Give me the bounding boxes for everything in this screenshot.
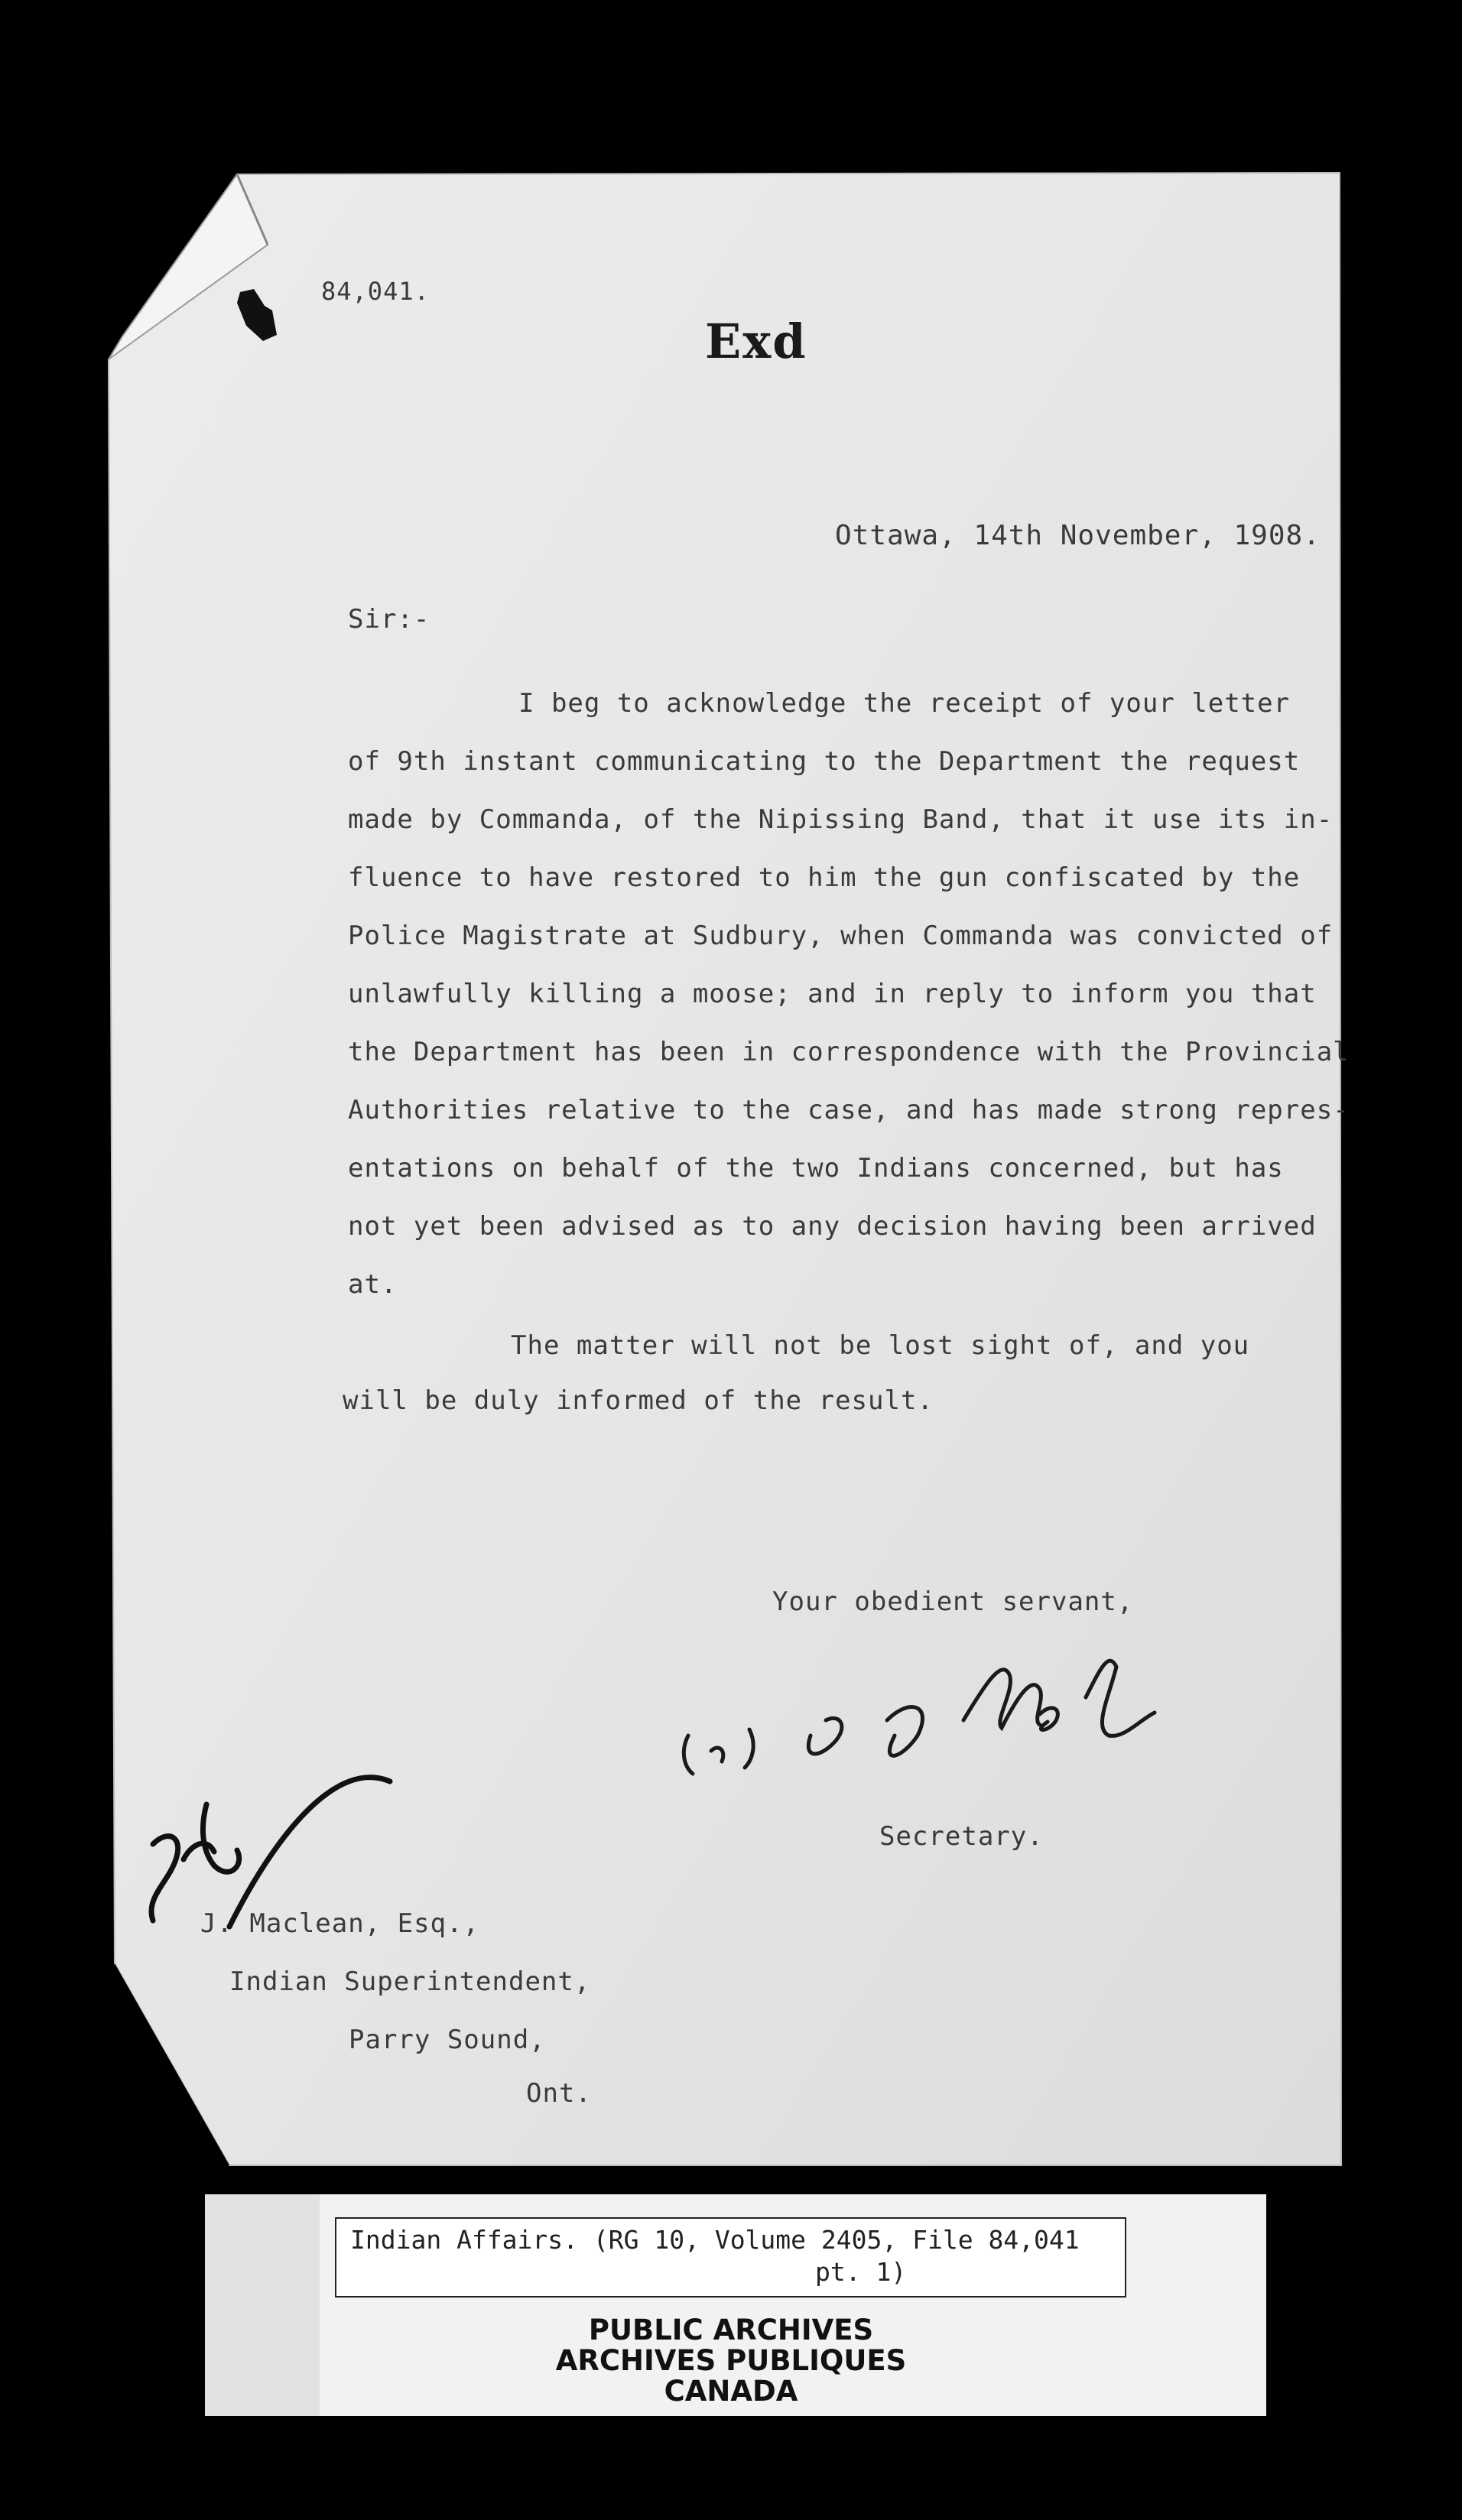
body-line-4: fluence to have restored to him the gun confiscated by the (348, 862, 1301, 893)
salutation: Sir:- (348, 604, 430, 635)
address-line-4: Ont. (526, 2078, 592, 2109)
body-line-6: unlawfully killing a moose; and in reply to inform you that (348, 979, 1317, 1009)
body-line-10: not yet been advised as to any decision having been arrived (348, 1211, 1317, 1242)
body-line-12: The matter will not be lost sight of, and you (511, 1330, 1250, 1361)
body-line-8: Authorities relative to the case, and has made strong repres- (348, 1095, 1350, 1125)
body-line-1: I beg to acknowledge the receipt of your letter (518, 688, 1291, 719)
body-line-11: at. (348, 1269, 398, 1300)
address-line-1: J. Maclean, Esq., (200, 1908, 479, 1939)
address-line-2: Indian Superintendent, (229, 1966, 591, 1997)
body-line-13: will be duly informed of the result. (343, 1385, 934, 1416)
public-archives-stamp (0, 2315, 1462, 2407)
archive-reference-label (335, 2217, 1126, 2298)
exd-stamp: Exd (705, 313, 807, 369)
archive-reference-line-2: pt. 1) (815, 2257, 907, 2287)
archives-line-1: PUBLIC ARCHIVES (588, 2314, 874, 2346)
closing: Your obedient servant, (772, 1586, 1134, 1617)
body-line-7: the Department has been in correspondence with the Provincial (348, 1037, 1350, 1067)
body-line-9: entations on behalf of the two Indians concerned, but has (348, 1153, 1284, 1184)
archive-reference-line-1: Indian Affairs. (RG 10, Volume 2405, File 84,041 (350, 2225, 1080, 2255)
body-line-5: Police Magistrate at Sudbury, when Commanda was convicted of (348, 921, 1334, 951)
body-line-2: of 9th instant communicating to the Department the request (348, 746, 1301, 777)
signature-title: Secretary. (879, 1821, 1044, 1852)
body-line-3: made by Commanda, of the Nipissing Band, that it use its in- (348, 804, 1334, 835)
dateline: Ottawa, 14th November, 1908. (835, 520, 1321, 551)
archives-line-3: CANADA (664, 2375, 798, 2408)
archives-line-2: ARCHIVES PUBLIQUES (555, 2344, 907, 2377)
address-line-3: Parry Sound, (349, 2025, 546, 2055)
file-number: 84,041. (321, 277, 430, 306)
